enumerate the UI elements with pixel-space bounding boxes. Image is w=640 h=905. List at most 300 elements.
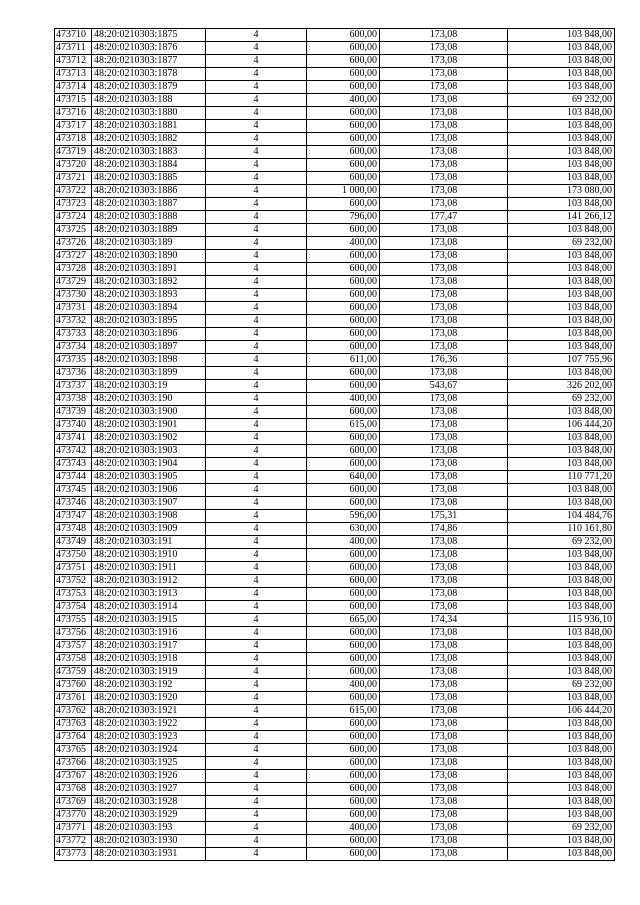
cadastral-value-cell: 103 848,00 xyxy=(508,809,615,822)
specific-value-cell: 173,08 xyxy=(380,497,508,510)
specific-value-cell: 173,08 xyxy=(380,185,508,198)
area-cell: 600,00 xyxy=(307,380,380,393)
cadastral-value-cell: 103 848,00 xyxy=(508,406,615,419)
cadastral-value-cell: 103 848,00 xyxy=(508,692,615,705)
cadastral-value-cell: 103 848,00 xyxy=(508,445,615,458)
table-row xyxy=(55,705,615,718)
table-row xyxy=(55,367,615,380)
area-cell: 600,00 xyxy=(307,367,380,380)
table-row xyxy=(55,614,615,627)
category-cell: 4 xyxy=(206,159,307,172)
row-number-cell: 473751 xyxy=(55,562,92,575)
cadastral-number-cell: 48:20:0210303:1929 xyxy=(92,809,206,822)
cadastral-number-cell: 48:20:0210303:1875 xyxy=(92,29,206,42)
cadastral-number-cell: 48:20:0210303:1899 xyxy=(92,367,206,380)
area-cell: 600,00 xyxy=(307,692,380,705)
table-row xyxy=(55,523,615,536)
specific-value-cell: 173,08 xyxy=(380,289,508,302)
category-cell: 4 xyxy=(206,601,307,614)
specific-value-cell: 173,08 xyxy=(380,107,508,120)
table-row xyxy=(55,835,615,848)
specific-value-cell: 173,08 xyxy=(380,796,508,809)
cadastral-value-cell: 103 848,00 xyxy=(508,757,615,770)
row-number-cell: 473753 xyxy=(55,588,92,601)
area-cell: 600,00 xyxy=(307,81,380,94)
cadastral-value-cell: 103 848,00 xyxy=(508,120,615,133)
specific-value-cell: 173,08 xyxy=(380,471,508,484)
table-row xyxy=(55,393,615,406)
table-row xyxy=(55,29,615,42)
area-cell: 600,00 xyxy=(307,146,380,159)
cadastral-number-cell: 48:20:0210303:1887 xyxy=(92,198,206,211)
row-number-cell: 473736 xyxy=(55,367,92,380)
category-cell: 4 xyxy=(206,354,307,367)
row-number-cell: 473739 xyxy=(55,406,92,419)
area-cell: 400,00 xyxy=(307,94,380,107)
area-cell: 600,00 xyxy=(307,666,380,679)
category-cell: 4 xyxy=(206,588,307,601)
table-row xyxy=(55,315,615,328)
row-number-cell: 473728 xyxy=(55,263,92,276)
specific-value-cell: 173,08 xyxy=(380,302,508,315)
category-cell: 4 xyxy=(206,81,307,94)
row-number-cell: 473715 xyxy=(55,94,92,107)
cadastral-number-cell: 48:20:0210303:1922 xyxy=(92,718,206,731)
row-number-cell: 473738 xyxy=(55,393,92,406)
row-number-cell: 473756 xyxy=(55,627,92,640)
area-cell: 600,00 xyxy=(307,458,380,471)
table-row xyxy=(55,783,615,796)
category-cell: 4 xyxy=(206,107,307,120)
row-number-cell: 473759 xyxy=(55,666,92,679)
cadastral-value-cell: 110 771,20 xyxy=(508,471,615,484)
category-cell: 4 xyxy=(206,406,307,419)
cadastral-value-cell: 103 848,00 xyxy=(508,198,615,211)
area-cell: 600,00 xyxy=(307,770,380,783)
table-row xyxy=(55,809,615,822)
specific-value-cell: 173,08 xyxy=(380,757,508,770)
category-cell: 4 xyxy=(206,731,307,744)
category-cell: 4 xyxy=(206,263,307,276)
table-row xyxy=(55,640,615,653)
cadastral-value-cell: 103 848,00 xyxy=(508,263,615,276)
specific-value-cell: 173,08 xyxy=(380,822,508,835)
area-cell: 600,00 xyxy=(307,783,380,796)
row-number-cell: 473770 xyxy=(55,809,92,822)
category-cell: 4 xyxy=(206,627,307,640)
row-number-cell: 473711 xyxy=(55,42,92,55)
row-number-cell: 473755 xyxy=(55,614,92,627)
specific-value-cell: 173,08 xyxy=(380,328,508,341)
area-cell: 600,00 xyxy=(307,198,380,211)
area-cell: 600,00 xyxy=(307,848,380,861)
specific-value-cell: 173,08 xyxy=(380,718,508,731)
specific-value-cell: 174,86 xyxy=(380,523,508,536)
cadastral-value-cell: 106 444,20 xyxy=(508,705,615,718)
area-cell: 600,00 xyxy=(307,289,380,302)
area-cell: 600,00 xyxy=(307,68,380,81)
cadastral-number-cell: 48:20:0210303:193 xyxy=(92,822,206,835)
cadastral-value-cell: 103 848,00 xyxy=(508,146,615,159)
cadastral-value-cell: 103 848,00 xyxy=(508,81,615,94)
row-number-cell: 473767 xyxy=(55,770,92,783)
table-row xyxy=(55,588,615,601)
category-cell: 4 xyxy=(206,380,307,393)
category-cell: 4 xyxy=(206,549,307,562)
row-number-cell: 473730 xyxy=(55,289,92,302)
table-row xyxy=(55,380,615,393)
table-row xyxy=(55,731,615,744)
row-number-cell: 473729 xyxy=(55,276,92,289)
cadastral-value-cell: 103 848,00 xyxy=(508,458,615,471)
specific-value-cell: 173,08 xyxy=(380,484,508,497)
category-cell: 4 xyxy=(206,692,307,705)
row-number-cell: 473733 xyxy=(55,328,92,341)
area-cell: 600,00 xyxy=(307,549,380,562)
table-row xyxy=(55,146,615,159)
cadastral-value-cell: 103 848,00 xyxy=(508,770,615,783)
area-cell: 600,00 xyxy=(307,809,380,822)
area-cell: 600,00 xyxy=(307,588,380,601)
cadastral-number-cell: 48:20:0210303:1924 xyxy=(92,744,206,757)
table-body xyxy=(55,29,615,861)
row-number-cell: 473757 xyxy=(55,640,92,653)
category-cell: 4 xyxy=(206,640,307,653)
table-row xyxy=(55,549,615,562)
specific-value-cell: 173,08 xyxy=(380,549,508,562)
cadastral-value-cell: 103 848,00 xyxy=(508,575,615,588)
row-number-cell: 473717 xyxy=(55,120,92,133)
table-row xyxy=(55,601,615,614)
specific-value-cell: 173,08 xyxy=(380,588,508,601)
area-cell: 630,00 xyxy=(307,523,380,536)
row-number-cell: 473731 xyxy=(55,302,92,315)
cadastral-number-cell: 48:20:0210303:1904 xyxy=(92,458,206,471)
specific-value-cell: 173,08 xyxy=(380,575,508,588)
category-cell: 4 xyxy=(206,185,307,198)
category-cell: 4 xyxy=(206,120,307,133)
area-cell: 400,00 xyxy=(307,822,380,835)
area-cell: 600,00 xyxy=(307,562,380,575)
category-cell: 4 xyxy=(206,848,307,861)
category-cell: 4 xyxy=(206,614,307,627)
specific-value-cell: 173,08 xyxy=(380,159,508,172)
area-cell: 400,00 xyxy=(307,237,380,250)
specific-value-cell: 173,08 xyxy=(380,601,508,614)
category-cell: 4 xyxy=(206,94,307,107)
table-row xyxy=(55,822,615,835)
row-number-cell: 473718 xyxy=(55,133,92,146)
cadastral-value-cell: 103 848,00 xyxy=(508,55,615,68)
specific-value-cell: 173,08 xyxy=(380,445,508,458)
table-row xyxy=(55,848,615,861)
table-row xyxy=(55,419,615,432)
category-cell: 4 xyxy=(206,341,307,354)
cadastral-number-cell: 48:20:0210303:1926 xyxy=(92,770,206,783)
cadastral-number-cell: 48:20:0210303:1882 xyxy=(92,133,206,146)
cadastral-number-cell: 48:20:0210303:1878 xyxy=(92,68,206,81)
table-row xyxy=(55,185,615,198)
specific-value-cell: 177,47 xyxy=(380,211,508,224)
specific-value-cell: 173,08 xyxy=(380,237,508,250)
cadastral-number-cell: 48:20:0210303:1923 xyxy=(92,731,206,744)
row-number-cell: 473754 xyxy=(55,601,92,614)
area-cell: 400,00 xyxy=(307,536,380,549)
row-number-cell: 473723 xyxy=(55,198,92,211)
cadastral-number-cell: 48:20:0210303:1877 xyxy=(92,55,206,68)
category-cell: 4 xyxy=(206,484,307,497)
category-cell: 4 xyxy=(206,809,307,822)
table-row xyxy=(55,562,615,575)
cadastral-number-cell: 48:20:0210303:1880 xyxy=(92,107,206,120)
specific-value-cell: 173,08 xyxy=(380,679,508,692)
specific-value-cell: 173,08 xyxy=(380,627,508,640)
specific-value-cell: 174,34 xyxy=(380,614,508,627)
category-cell: 4 xyxy=(206,783,307,796)
table-row xyxy=(55,289,615,302)
area-cell: 600,00 xyxy=(307,757,380,770)
cadastral-value-cell: 115 936,10 xyxy=(508,614,615,627)
category-cell: 4 xyxy=(206,744,307,757)
table-row xyxy=(55,198,615,211)
area-cell: 600,00 xyxy=(307,315,380,328)
cadastral-number-cell: 48:20:0210303:1888 xyxy=(92,211,206,224)
cadastral-number-cell: 48:20:0210303:1889 xyxy=(92,224,206,237)
table-row xyxy=(55,484,615,497)
row-number-cell: 473744 xyxy=(55,471,92,484)
category-cell: 4 xyxy=(206,757,307,770)
row-number-cell: 473769 xyxy=(55,796,92,809)
cadastral-value-cell: 69 232,00 xyxy=(508,679,615,692)
row-number-cell: 473714 xyxy=(55,81,92,94)
area-cell: 600,00 xyxy=(307,718,380,731)
cadastral-value-cell: 103 848,00 xyxy=(508,640,615,653)
category-cell: 4 xyxy=(206,172,307,185)
cadastral-value-cell: 103 848,00 xyxy=(508,432,615,445)
category-cell: 4 xyxy=(206,471,307,484)
cadastral-number-cell: 48:20:0210303:1928 xyxy=(92,796,206,809)
row-number-cell: 473748 xyxy=(55,523,92,536)
specific-value-cell: 173,08 xyxy=(380,536,508,549)
cadastral-value-cell: 103 848,00 xyxy=(508,224,615,237)
cadastral-value-cell: 69 232,00 xyxy=(508,536,615,549)
cadastral-number-cell: 48:20:0210303:1931 xyxy=(92,848,206,861)
area-cell: 600,00 xyxy=(307,263,380,276)
specific-value-cell: 173,08 xyxy=(380,341,508,354)
area-cell: 600,00 xyxy=(307,432,380,445)
table-row xyxy=(55,510,615,523)
row-number-cell: 473763 xyxy=(55,718,92,731)
specific-value-cell: 543,67 xyxy=(380,380,508,393)
row-number-cell: 473750 xyxy=(55,549,92,562)
row-number-cell: 473771 xyxy=(55,822,92,835)
specific-value-cell: 173,08 xyxy=(380,783,508,796)
category-cell: 4 xyxy=(206,224,307,237)
cadastral-value-cell: 103 848,00 xyxy=(508,172,615,185)
row-number-cell: 473725 xyxy=(55,224,92,237)
category-cell: 4 xyxy=(206,666,307,679)
table-row xyxy=(55,42,615,55)
area-cell: 796,00 xyxy=(307,211,380,224)
cadastral-number-cell: 48:20:0210303:1891 xyxy=(92,263,206,276)
row-number-cell: 473722 xyxy=(55,185,92,198)
category-cell: 4 xyxy=(206,536,307,549)
category-cell: 4 xyxy=(206,705,307,718)
cadastral-number-cell: 48:20:0210303:1912 xyxy=(92,575,206,588)
category-cell: 4 xyxy=(206,432,307,445)
area-cell: 600,00 xyxy=(307,601,380,614)
specific-value-cell: 173,08 xyxy=(380,120,508,133)
cadastral-number-cell: 48:20:0210303:1894 xyxy=(92,302,206,315)
cadastral-number-cell: 48:20:0210303:1901 xyxy=(92,419,206,432)
specific-value-cell: 173,08 xyxy=(380,172,508,185)
cadastral-value-cell: 106 444,20 xyxy=(508,419,615,432)
table-row xyxy=(55,172,615,185)
cadastral-number-cell: 48:20:0210303:1890 xyxy=(92,250,206,263)
table-row xyxy=(55,68,615,81)
cadastral-value-cell: 103 848,00 xyxy=(508,133,615,146)
area-cell: 600,00 xyxy=(307,341,380,354)
cadastral-number-cell: 48:20:0210303:1893 xyxy=(92,289,206,302)
specific-value-cell: 173,08 xyxy=(380,692,508,705)
table-row xyxy=(55,718,615,731)
cadastral-value-cell: 103 848,00 xyxy=(508,562,615,575)
specific-value-cell: 173,08 xyxy=(380,653,508,666)
category-cell: 4 xyxy=(206,42,307,55)
row-number-cell: 473726 xyxy=(55,237,92,250)
table-row xyxy=(55,224,615,237)
area-cell: 611,00 xyxy=(307,354,380,367)
cadastral-number-cell: 48:20:0210303:19 xyxy=(92,380,206,393)
area-cell: 600,00 xyxy=(307,276,380,289)
cadastral-number-cell: 48:20:0210303:1881 xyxy=(92,120,206,133)
specific-value-cell: 173,08 xyxy=(380,406,508,419)
area-cell: 600,00 xyxy=(307,120,380,133)
row-number-cell: 473746 xyxy=(55,497,92,510)
row-number-cell: 473768 xyxy=(55,783,92,796)
table-row xyxy=(55,796,615,809)
table-row xyxy=(55,497,615,510)
table-row xyxy=(55,120,615,133)
table-row xyxy=(55,263,615,276)
cadastral-number-cell: 48:20:0210303:1911 xyxy=(92,562,206,575)
area-cell: 600,00 xyxy=(307,835,380,848)
table-row xyxy=(55,94,615,107)
row-number-cell: 473758 xyxy=(55,653,92,666)
cadastral-number-cell: 48:20:0210303:1898 xyxy=(92,354,206,367)
specific-value-cell: 173,08 xyxy=(380,770,508,783)
row-number-cell: 473765 xyxy=(55,744,92,757)
table-row xyxy=(55,302,615,315)
specific-value-cell: 173,08 xyxy=(380,835,508,848)
row-number-cell: 473761 xyxy=(55,692,92,705)
cadastral-number-cell: 48:20:0210303:1883 xyxy=(92,146,206,159)
cadastral-value-cell: 103 848,00 xyxy=(508,107,615,120)
table-row xyxy=(55,250,615,263)
cadastral-number-cell: 48:20:0210303:1920 xyxy=(92,692,206,705)
specific-value-cell: 173,08 xyxy=(380,705,508,718)
cadastral-number-cell: 48:20:0210303:189 xyxy=(92,237,206,250)
category-cell: 4 xyxy=(206,497,307,510)
table-row xyxy=(55,627,615,640)
category-cell: 4 xyxy=(206,55,307,68)
row-number-cell: 473720 xyxy=(55,159,92,172)
cadastral-value-cell: 103 848,00 xyxy=(508,601,615,614)
row-number-cell: 473766 xyxy=(55,757,92,770)
cadastral-number-cell: 48:20:0210303:1906 xyxy=(92,484,206,497)
area-cell: 600,00 xyxy=(307,731,380,744)
specific-value-cell: 173,08 xyxy=(380,81,508,94)
cadastral-number-cell: 48:20:0210303:1913 xyxy=(92,588,206,601)
area-cell: 600,00 xyxy=(307,653,380,666)
cadastral-number-cell: 48:20:0210303:1927 xyxy=(92,783,206,796)
cadastral-value-cell: 103 848,00 xyxy=(508,484,615,497)
category-cell: 4 xyxy=(206,445,307,458)
cadastral-number-cell: 48:20:0210303:1879 xyxy=(92,81,206,94)
area-cell: 600,00 xyxy=(307,484,380,497)
area-cell: 600,00 xyxy=(307,42,380,55)
cadastral-number-cell: 48:20:0210303:1907 xyxy=(92,497,206,510)
cadastral-value-cell: 103 848,00 xyxy=(508,497,615,510)
table-row xyxy=(55,81,615,94)
table-row xyxy=(55,237,615,250)
table-row xyxy=(55,432,615,445)
cadastral-number-cell: 48:20:0210303:1886 xyxy=(92,185,206,198)
table-row xyxy=(55,757,615,770)
specific-value-cell: 173,08 xyxy=(380,458,508,471)
row-number-cell: 473742 xyxy=(55,445,92,458)
row-number-cell: 473740 xyxy=(55,419,92,432)
specific-value-cell: 173,08 xyxy=(380,809,508,822)
category-cell: 4 xyxy=(206,458,307,471)
row-number-cell: 473737 xyxy=(55,380,92,393)
cadastral-number-cell: 48:20:0210303:191 xyxy=(92,536,206,549)
table-row xyxy=(55,692,615,705)
cadastral-value-cell: 103 848,00 xyxy=(508,653,615,666)
cadastral-number-cell: 48:20:0210303:1903 xyxy=(92,445,206,458)
area-cell: 1 000,00 xyxy=(307,185,380,198)
cadastral-number-cell: 48:20:0210303:1905 xyxy=(92,471,206,484)
cadastral-value-cell: 107 755,96 xyxy=(508,354,615,367)
category-cell: 4 xyxy=(206,198,307,211)
row-number-cell: 473712 xyxy=(55,55,92,68)
category-cell: 4 xyxy=(206,575,307,588)
cadastral-number-cell: 48:20:0210303:1908 xyxy=(92,510,206,523)
category-cell: 4 xyxy=(206,29,307,42)
table-row xyxy=(55,107,615,120)
category-cell: 4 xyxy=(206,718,307,731)
cadastral-number-cell: 48:20:0210303:1914 xyxy=(92,601,206,614)
cadastral-number-cell: 48:20:0210303:1916 xyxy=(92,627,206,640)
area-cell: 665,00 xyxy=(307,614,380,627)
row-number-cell: 473716 xyxy=(55,107,92,120)
row-number-cell: 473752 xyxy=(55,575,92,588)
table-row xyxy=(55,55,615,68)
specific-value-cell: 173,08 xyxy=(380,315,508,328)
row-number-cell: 473747 xyxy=(55,510,92,523)
specific-value-cell: 173,08 xyxy=(380,666,508,679)
category-cell: 4 xyxy=(206,796,307,809)
cadastral-value-cell: 103 848,00 xyxy=(508,341,615,354)
category-cell: 4 xyxy=(206,250,307,263)
specific-value-cell: 173,08 xyxy=(380,42,508,55)
cadastral-number-cell: 48:20:0210303:1915 xyxy=(92,614,206,627)
cadastral-number-cell: 48:20:0210303:1925 xyxy=(92,757,206,770)
table-row xyxy=(55,679,615,692)
table-row xyxy=(55,458,615,471)
area-cell: 400,00 xyxy=(307,679,380,692)
cadastral-number-cell: 48:20:0210303:1892 xyxy=(92,276,206,289)
